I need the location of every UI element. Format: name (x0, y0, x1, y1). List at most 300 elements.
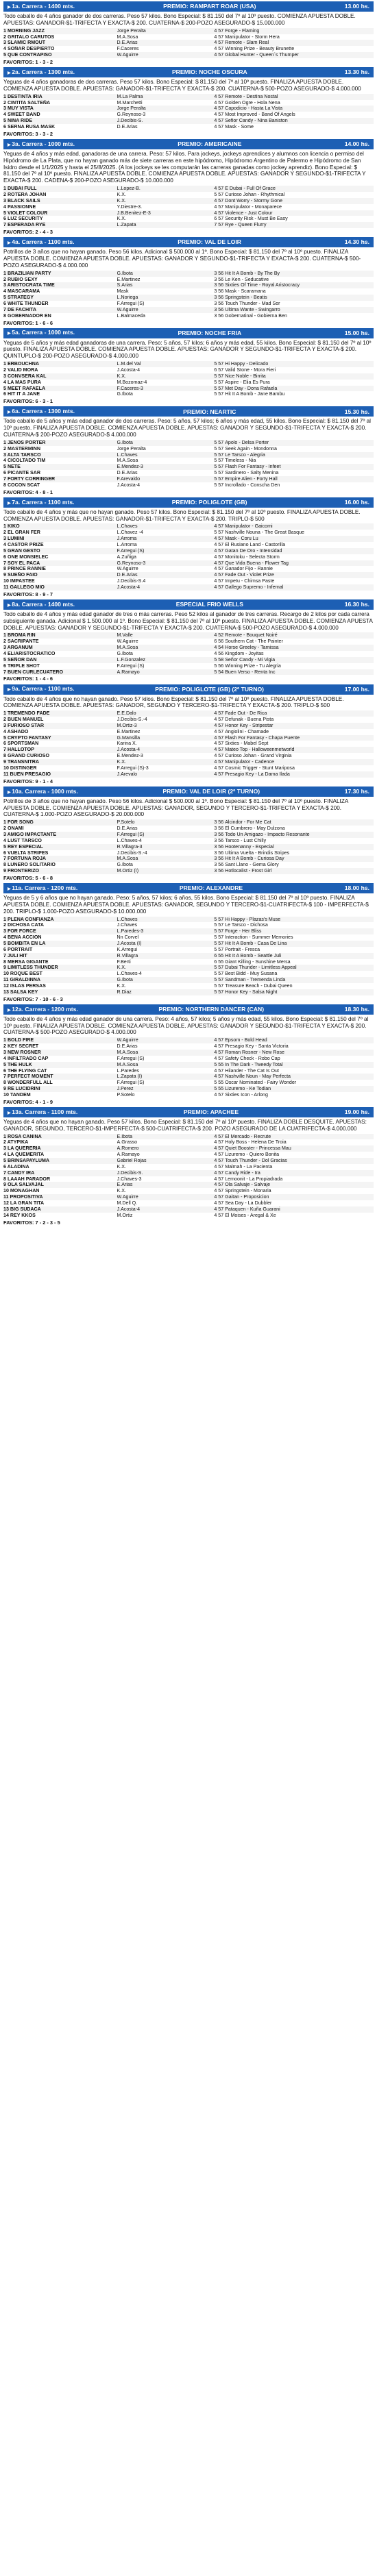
horse-name-text: SLAMIC RMOUT (7, 40, 46, 46)
horse-name (3, 222, 117, 228)
horse-name-text: GOBERNADOR EN (7, 312, 51, 319)
table-row (3, 850, 374, 856)
table-row (3, 838, 374, 844)
age-weight: 4 56 (214, 651, 224, 657)
entry-number: 9 (3, 1086, 6, 1092)
horse-name-text: KIKO (7, 523, 20, 530)
horse-name-text: PROPOSITIVA (10, 1194, 43, 1200)
age-weight: 3 56 (201, 844, 225, 850)
pedigree: Honor Key - Stripestar (225, 723, 374, 729)
table-row (3, 124, 374, 130)
jockey-name: J.Acosta-4 (117, 367, 141, 373)
horse-name-text: ELIARISTOCRATICO (7, 651, 56, 657)
horse-name (3, 632, 117, 639)
favorites-line: FAVORITOS: 4 - 1 - 9 (3, 1098, 53, 1105)
jockey-name: M.Dell Q. (117, 1200, 138, 1206)
age-weight: 4 57 (201, 186, 225, 192)
table-row (3, 112, 374, 118)
age-weight: 3 56 (201, 271, 225, 277)
horse-name-text: SEÑOR DAN (7, 656, 37, 662)
age-weight: 4 57 (201, 548, 225, 554)
jockey-name: G.Ibota (117, 977, 201, 983)
horse-name (3, 46, 117, 52)
entry-number: 10 (3, 1188, 9, 1194)
pedigree: Monitoku - Selecta Storm (225, 554, 280, 560)
pedigree: Manipulator - Gaicomi (225, 523, 374, 530)
age-weight: 5 57 (201, 373, 225, 380)
jockey-name: F.Berti (117, 958, 131, 965)
pedigree: Dont Worry - Stormy Gone (225, 198, 374, 204)
race-conditions: Yeguas de 5 años y más edad ganadoras de una carrera. Peso: 5 años, 57 kilos; 6 años y más edad, 55 kilos. Bono Especial: $ 81.150 del 7º al 10º puesto. FINALIZA APUESTA DOBLE. COMIENZA APUESTA DOBLE. APUESTAS: GANADOR Y SEGUNDO-$1-TRIFECTA Y EXACTA-$ 200. QUINTUPLO-$ 200-POZO ASEGURADO-$ 4.000.000 (3, 339, 372, 360)
age-weight: 4 57 (214, 1091, 224, 1098)
horse-name (3, 34, 117, 40)
entry-number: 6 (3, 216, 6, 222)
pedigree: Best Bidd - Muy Susana (225, 971, 278, 977)
entries-table (3, 28, 374, 58)
table-row (3, 753, 374, 759)
horse-name (3, 1139, 117, 1145)
horse-name-text: CINTITA SALTEÑA (7, 99, 51, 106)
age-weight: 6 55 (214, 958, 224, 965)
jockey-name: L.Chaves-4 (117, 971, 142, 977)
entry-number: 8 (3, 566, 6, 572)
table-row (3, 464, 374, 470)
jockey-name: A.Ramayo (117, 669, 201, 676)
favorites-line: FAVORITOS: 5 - 6 - 8 (3, 874, 53, 881)
entry-number: 10 (3, 1091, 9, 1098)
pedigree: Hit It A Bomb - Jane Bambu (225, 391, 285, 397)
race-section (3, 328, 374, 405)
age-weight: 5 57 (201, 464, 225, 470)
jockey-name: D.E.Arias (117, 40, 201, 46)
jockey-name: W.Aguirre (117, 566, 138, 572)
entries-table (3, 917, 374, 995)
table-row (3, 723, 374, 729)
horse-name-text: NINA RIDE (7, 118, 32, 124)
race-time: 17.00 hs. (344, 685, 369, 693)
horse-name (3, 947, 117, 953)
jockey-name: E.Mendez-3 (117, 464, 201, 470)
horse-name (3, 844, 117, 850)
race-section (3, 1107, 374, 1226)
favorites-line: FAVORITOS: 7 - 10 - 6 - 3 (3, 995, 63, 1002)
horse-name-text: BOMBITA EN LA (7, 940, 46, 946)
pedigree: Valid Stone - Mora Fieri (225, 367, 276, 373)
entry-number: 7 (3, 560, 6, 566)
table-row (3, 1139, 374, 1145)
jockey-name: A.Zuñiga (117, 554, 136, 560)
entry-number: 5 (3, 734, 6, 741)
pedigree: Sefior Candy - Nina Baniston (225, 118, 374, 124)
race-header (3, 1004, 374, 1015)
table-row (3, 663, 374, 669)
pedigree: Touch Thunder - Dol Gracias (225, 1158, 374, 1164)
race-section (3, 67, 374, 137)
horse-name (3, 548, 117, 554)
age-weight: 5 57 (201, 440, 225, 446)
entries-table (3, 440, 374, 488)
horse-name (3, 106, 117, 112)
age-weight: 4 54 (201, 645, 225, 651)
horse-name-text: LUST TARSCO (7, 837, 42, 843)
table-row (3, 922, 374, 928)
race-title: ▶ 2a. Carrera - 1300 mts. (8, 69, 75, 76)
horse-name-text: INFILTRADO CAP (7, 1055, 49, 1061)
race-header (3, 497, 374, 508)
pedigree: Hit It A Bomb - Seattle Juli (225, 953, 374, 959)
age-weight: 5 57 (201, 476, 225, 482)
age-weight: 4 57 (214, 112, 224, 118)
jockey-name: D.E.Arias (117, 826, 138, 832)
jockey-name: Nn Corvel (117, 934, 139, 941)
jockey-name: J.Decibis-S.4 (117, 578, 146, 584)
table-row (3, 977, 374, 983)
jockey-name: F.Caceres-3 (117, 386, 201, 392)
entry-number: 13 (3, 989, 9, 995)
pedigree: Hotlocalist - Frost Girl (225, 868, 374, 874)
jockey-name: A.Ramayo (117, 1152, 140, 1158)
horse-name-text: MERSA GIGANTE (7, 958, 49, 965)
pedigree: Horse Greeley - Tarnissa (225, 645, 374, 651)
age-weight: 6 56 (214, 639, 224, 645)
age-weight: 4 57 (214, 124, 224, 129)
horse-name-text: MASCARAMA (7, 288, 40, 295)
horse-name-text: ISLAS PERSAS (10, 982, 46, 989)
pedigree: Empire Alien - Forty Hall (225, 476, 374, 482)
pedigree: Flash For Fantasy - Chapa Puente (225, 735, 374, 741)
pedigree: Remote - Bouquet Noiré (225, 632, 374, 639)
jockey-name: J.Acosta-4 (117, 1206, 201, 1213)
jockey-name: F.Arregui (S) (117, 548, 201, 554)
race-section (3, 599, 374, 682)
entry-number: 7 (3, 952, 6, 958)
race-conditions: Potrillos de 3 años que no hayan ganado. Peso 56 kilos. Adicional $ 500.000 al 1º. Bono Especial: $ 81.150 del 7º al 10º puesto. FINALIZA APUESTA DOBLE. COMIENZA APUESTA DOBLE. APUESTAS: GANADOR, SEGUNDO Y TERCERO-$1-TRIFECTA Y EXACTA-$ 200. CUATERNA-$ 1.000-POZO ASEGURADO-$ 20.000.000 (3, 797, 348, 818)
table-row (3, 476, 374, 482)
age-weight: 4 57 (214, 1055, 224, 1061)
horse-name-text: SOÑAR DESPIERTO (7, 46, 55, 52)
pedigree: Sixties Of Time - Royal Aristocracy (225, 282, 374, 288)
jockey-name: Gabriel Rojas (117, 1158, 201, 1164)
horse-name (3, 765, 117, 771)
race-header (3, 406, 374, 417)
jockey-name: E.Mendez-3 (117, 753, 143, 759)
entries-table (3, 186, 374, 228)
horse-name-text: VUELTA STRIPES (7, 850, 49, 856)
jockey-name: L.F.Gonzalez (117, 657, 201, 663)
horse-name-text: RE LUCIDRINI (7, 1086, 40, 1092)
pedigree: Roman Rosner - New Rose (225, 1050, 374, 1056)
entry-number: 9 (3, 965, 6, 971)
table-row (3, 947, 374, 953)
age-weight: 4 57 (201, 572, 225, 578)
entry-number: 5 (3, 464, 6, 470)
table-row (3, 307, 374, 313)
pedigree: Buen Verso - Renta Inc (225, 669, 374, 676)
pedigree: Le Tarsco - Alegria (225, 452, 374, 458)
entry-number: 3 (3, 536, 6, 542)
horse-name-text: JULI HIT (7, 952, 27, 958)
jockey-name: J.Acosta (I) (117, 941, 201, 947)
horse-name-text: OLA SALVAJAL (7, 1182, 45, 1188)
horse-name-text: ARGANUM (7, 645, 33, 651)
race-time: 13.00 hs. (344, 3, 369, 10)
jockey-name: A.Romero (117, 1145, 201, 1152)
table-row (3, 46, 374, 52)
age-weight: 4 57 (201, 198, 225, 204)
entry-number: 8 (3, 312, 6, 319)
horse-name (3, 295, 117, 301)
pedigree: Portrait - Fresca (225, 946, 260, 952)
jockey-name: W.Aguirre (117, 1037, 201, 1043)
horse-name-text: BIG SUDACA (10, 1206, 41, 1212)
age-weight: 4 57 (214, 1188, 224, 1194)
table-row (3, 192, 374, 198)
entry-number: 1 (3, 710, 6, 717)
table-row (3, 651, 374, 657)
entry-number: 4 (3, 542, 6, 548)
age-weight: 6 55 (201, 953, 225, 959)
pedigree: El Rusiano Land - Castorilla (225, 542, 286, 548)
entry-number: 6 (3, 946, 6, 952)
horse-name (3, 271, 117, 277)
horse-name (3, 838, 117, 844)
horse-name-text: ARISTOCRATA TIME (7, 282, 55, 288)
age-weight: 5 57 (214, 458, 224, 464)
horse-name-text: FRONTERIZO (7, 868, 40, 874)
entries-table (3, 710, 374, 777)
pedigree: Ultima Wante - Swingarro (225, 307, 374, 313)
horse-name (3, 868, 117, 874)
race-time: 18.00 hs. (344, 884, 369, 892)
entry-number: 3 (3, 451, 6, 458)
entry-number: 3 (3, 282, 6, 288)
age-weight: 4 57 (201, 106, 225, 112)
horse-name-text: SWEET BAND (7, 112, 40, 118)
table-row (3, 1145, 374, 1152)
age-weight: 4 57 (201, 1074, 225, 1080)
table-row (3, 373, 374, 380)
pedigree: Epsom - Bold Head (225, 1037, 374, 1043)
age-weight: 4 57 (201, 1134, 225, 1140)
pedigree: Presagio Key - La Dama Ilada (225, 771, 374, 778)
horse-name (3, 669, 117, 676)
race-title: ▶ 8a. Carrera - 1400 mts. (8, 601, 75, 608)
horse-name-text: CRYPTO FANTASY (7, 734, 51, 741)
horse-name (3, 373, 117, 380)
horse-name-text: TRANSNITRA (7, 759, 40, 765)
horse-name-text: DISTINGER (10, 765, 37, 771)
entry-number: 6 (3, 300, 6, 306)
table-row (3, 542, 374, 548)
pedigree: Honor Key - Salsa Night (225, 989, 374, 995)
jockey-name: G.Ibota (117, 440, 201, 446)
entry-number: 3 (3, 831, 6, 837)
pedigree: Que Vida Buena - Flower Tag (225, 560, 374, 567)
horse-name-text: BUEN CURLECUATERO (7, 669, 63, 675)
horse-name (3, 747, 117, 753)
table-row (3, 536, 374, 542)
horse-name-text: VALID MORA (7, 367, 38, 373)
race-header (3, 787, 374, 797)
horse-name (3, 307, 117, 313)
table-row (3, 826, 374, 832)
table-row (3, 1152, 374, 1158)
racing-program-page (0, 0, 377, 1226)
entry-number: 4 (3, 203, 6, 210)
table-row (3, 965, 374, 971)
age-weight: 5 55 (214, 1080, 224, 1086)
entry-number: 3 (3, 1049, 6, 1055)
entry-number: 1 (3, 439, 6, 445)
race-conditions: Todo caballo de 4 años y más edad ganador de una carrera. Peso: 4 años, 57 kilos; 5 años y más edad, 55 kilos. Bono Especial: $ 81.150 del 7º al 10º puesto. FINALIZA APUESTA DOBLE. COMIENZA APUESTA DOBLE. APUESTAS: GANADOR Y SEGUNDO-$1-TRIFECTA Y EXACTA-$ 200. CUATERNA-$ 500-POZO ASEGURADO-$ 4.000.000 (3, 1015, 369, 1036)
entry-number: 6 (3, 1067, 6, 1074)
race-prize: PREMIO: POLIGLOTE (GB) (171, 499, 247, 506)
race-prize: PREMIO: POLIGLOTE (GB) (2º TURNO) (155, 685, 264, 693)
horse-name (3, 1188, 117, 1194)
horse-name-text: PLENA CONFIANZA (7, 916, 54, 922)
age-weight: 5 57 (214, 922, 224, 928)
pedigree: In The Dark - Tweedy Total (225, 1062, 374, 1068)
jockey-name: Jorge Peralta (117, 106, 201, 112)
table-row (3, 917, 374, 923)
horse-name-text: DE FACHITA (7, 306, 36, 312)
entry-number: 2 (3, 1139, 6, 1145)
horse-name-text: LIMITLESS THUNDER (7, 965, 58, 971)
age-weight: 5 56 (214, 662, 224, 669)
table-row (3, 271, 374, 277)
entry-number: 9 (3, 572, 6, 578)
pedigree: Hit It A Bomb - Casa De Lina (225, 941, 374, 947)
entry-number: 1 (3, 819, 6, 826)
jockey-name: J.Acosta-4 (117, 584, 201, 591)
table-row (3, 446, 374, 452)
horse-name (3, 1194, 117, 1200)
age-weight: 4 57 (214, 1176, 224, 1182)
horse-name-text: HALLOTOP (7, 747, 34, 753)
pedigree: Curioso Johan - Rhythmical (225, 191, 285, 197)
pedigree: Defunak - Buena Pista (225, 717, 274, 723)
table-row (3, 572, 374, 578)
age-weight: 4 57 (201, 759, 225, 765)
table-row (3, 953, 374, 959)
pedigree: Gaitan - Proposicion (225, 1194, 374, 1200)
horse-name (3, 52, 117, 58)
horse-name (3, 1213, 117, 1219)
age-weight: 4 57 (214, 1163, 224, 1169)
horse-name-text: REY KKOS (10, 1212, 36, 1218)
race-time: 14.30 hs. (344, 238, 369, 246)
horse-name-text: PICANTE SAR (7, 470, 41, 476)
race-time: 16.30 hs. (344, 601, 369, 608)
race-conditions: Todo caballo de 4 años que no hayan ganado. Peso 57 kilos. Bono Especial: $ 81.150 del 7º al 10º puesto. FINALIZA APUESTA DOBLE. COMIENZA APUESTA DOBLE. APUESTAS: GANADOR, SEGUNDO Y TERCERO-$1-TRIFECTA Y EXACTA-$ 200. TRIPLO-$ 500 (3, 695, 344, 709)
horse-name (3, 856, 117, 862)
horse-name (3, 735, 117, 741)
entry-number: 14 (3, 1212, 9, 1218)
race-prize: PREMIO: VAL DE LOIR (178, 238, 241, 246)
age-weight: 5 57 (214, 470, 224, 476)
entry-number: 8 (3, 753, 6, 759)
horse-name-text: PORTRAIT (7, 946, 33, 952)
favorites-line: FAVORITOS: 9 - 1 - 4 (3, 778, 53, 784)
entry-number: 5 (3, 385, 6, 391)
age-weight: 4 57 (201, 1145, 225, 1152)
horse-name-text: GIRALDINNA (10, 977, 41, 983)
horse-name (3, 989, 117, 995)
horse-name (3, 560, 117, 567)
table-row (3, 741, 374, 747)
table-row (3, 1068, 374, 1074)
table-row (3, 1050, 374, 1056)
age-weight: 5 57 (201, 989, 225, 995)
horse-name-text: TRIPLE SHOT (7, 662, 40, 669)
pedigree: Springstein - Monaria (225, 1188, 271, 1194)
entry-number: 6 (3, 124, 6, 129)
race-prize: PREMIO: NORTHERN DANCER (CAN) (158, 1005, 265, 1013)
horse-name (3, 1037, 117, 1043)
horse-name-text: DESTINTA IRIA (7, 93, 42, 99)
entry-number: 3 (3, 197, 6, 203)
race-conditions: Potrillos de 3 años que no hayan ganado. Peso 56 kilos. Adicional $ 500.000 al 1º. Bono Especial: $ 81.150 del 7º al 10º puesto. FINALIZA APUESTA DOBLE. COMIENZA APUESTA DOBLE. APUESTAS: GANADOR Y SEGUNDO-$1-TRIFECTA Y EXACTA-$ 200. CUATERNA-$ 500-POZO ASEGURADO-$ 4.000.000 (3, 249, 361, 269)
horse-name-text: BLACK SAILS (7, 197, 40, 203)
horse-name-text: BRAZILIAN PARTY (7, 270, 51, 276)
age-weight: 3 56 (214, 276, 224, 282)
race-section (3, 883, 374, 1002)
pedigree: Manipulator - Cadence (225, 759, 374, 765)
pedigree: Lizuremo - Quiero Bonita (225, 1152, 280, 1158)
table-row (3, 560, 374, 567)
entry-number: 7 (3, 669, 6, 675)
jockey-name: S.Arias (117, 282, 201, 288)
entries-table (3, 523, 374, 590)
horse-name (3, 1043, 117, 1050)
horse-name-text: NEW ROSNER (7, 1049, 41, 1055)
pedigree: Safety Check - Robo Cap (225, 1055, 280, 1061)
horse-name (3, 1134, 117, 1140)
horse-name-text: LAAAH PARADOR (7, 1176, 51, 1182)
pedigree: Timeless - Nia (225, 458, 256, 464)
pedigree: Fade Out - Violet Prize (225, 572, 374, 578)
horse-name (3, 446, 117, 452)
table-row (3, 380, 374, 386)
pedigree: Todo Un Amigazo - Impacto Resonante (225, 832, 374, 838)
entries-table (3, 271, 374, 319)
entry-number: 1 (3, 1037, 6, 1043)
race-conditions: Yeguas de 5 y 6 años que no hayan ganado. Peso: 5 años, 57 kilos; 6 años, 55 kilos. Bono Especial: $ 81.150 del 7º al 10º puesto. FINALIZA APUESTA DOBLE. COMIENZA APUESTA DOBLE. APUESTAS: GANADOR, SEGUNDO Y TERCERO-$1-CUATRIFECTA-$ 100 - IMPERFECTA-$ 200. TRIPLO-$ 1.000-POZO ASEGURADO-$ 10.000.000 (3, 894, 369, 915)
entry-number: 2 (3, 276, 6, 282)
race-prize: PREMIO: VAL DE LOIR (2º TURNO) (162, 787, 260, 795)
entry-number: 7 (3, 747, 6, 753)
horse-name-text: ROQUE BEST (10, 971, 42, 977)
jockey-name: K.X. (117, 965, 201, 971)
race-header (3, 684, 374, 695)
table-row (3, 747, 374, 753)
entry-number: 9 (3, 868, 6, 874)
horse-name (3, 380, 117, 386)
entry-number: 4 (3, 728, 6, 734)
entry-number: 5 (3, 118, 6, 124)
entry-number: 5 (3, 210, 6, 216)
horse-name (3, 941, 117, 947)
entry-number: 2 (3, 530, 6, 536)
entry-number: 3 (3, 722, 6, 728)
pedigree: El Moises - Aregal & Xe (225, 1212, 276, 1218)
jockey-name: G.Ibota (117, 391, 133, 397)
age-weight: 6 57 (214, 367, 224, 373)
entry-number: 8 (3, 1176, 6, 1182)
age-weight: 5 57 (201, 977, 225, 983)
jockey-name: J.Decibis-S. (117, 118, 201, 124)
race-conditions: Todo caballo de 4 años ganador de dos carreras. Peso 57 kilos. Bono Especial: $ 81.150 del 7º al 10º puesto. COMIENZA APUESTA DOBLE. APUESTAS: GANADOR-$1-TRIFECTA Y EXACTA-$ 200. CUATERNA-$ 200-POZO ASEGURADO-$ 15.000.000 (3, 13, 356, 26)
